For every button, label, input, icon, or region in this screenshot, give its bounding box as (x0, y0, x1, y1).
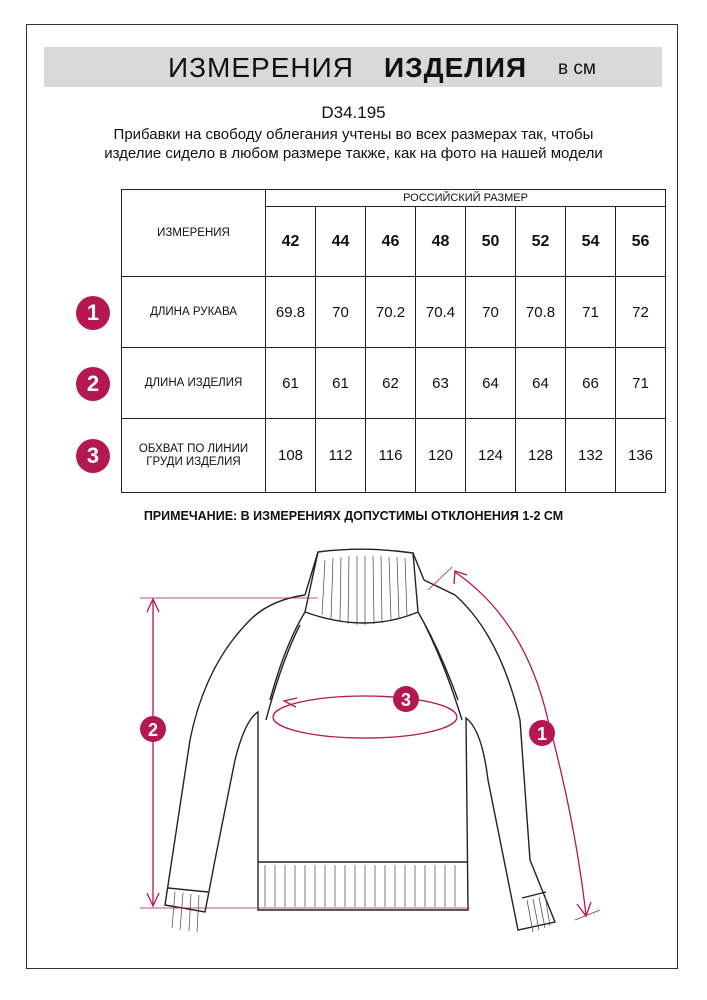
row-label: ДЛИНА РУКАВА (122, 277, 266, 348)
table-cell: 136 (616, 419, 666, 493)
table-cell: 62 (366, 348, 416, 419)
sweater-outline (165, 549, 555, 930)
size-header: 50 (466, 207, 516, 277)
tolerance-remark: ПРИМЕЧАНИЕ: В ИЗМЕРЕНИЯХ ДОПУСТИМЫ ОТКЛОНЕНИЯ 1-2 СМ (143, 509, 564, 523)
table-cell: 71 (566, 277, 616, 348)
table-cell: 116 (366, 419, 416, 493)
table-cell: 70.2 (366, 277, 416, 348)
marker-3-label: 3 (400, 690, 412, 710)
size-header: 48 (416, 207, 466, 277)
title-regular: ИЗМЕРЕНИЯ (168, 52, 354, 83)
size-table (121, 189, 666, 493)
size-header: 56 (616, 207, 666, 277)
table-cell: 71 (616, 348, 666, 419)
table-cell: 61 (316, 348, 366, 419)
marker-2-label: 2 (147, 720, 159, 740)
table-cell: 63 (416, 348, 466, 419)
row-badge-1: 1 (76, 296, 110, 330)
size-header: 52 (516, 207, 566, 277)
title-unit: в см (558, 58, 596, 79)
table-row (122, 277, 666, 348)
row-label: ДЛИНА ИЗДЕЛИЯ (122, 348, 266, 419)
row-badge-2: 2 (76, 367, 110, 401)
table-cell: 69.8 (266, 277, 316, 348)
intro-note: Прибавки на свободу облегания учтены во всех размерах так, чтобы изделие сидело в любом размере также, как на фото на нашей модели (104, 126, 603, 162)
marker-1-label: 1 (536, 724, 548, 744)
row-badge-3: 3 (76, 439, 110, 473)
table-cell: 70.4 (416, 277, 466, 348)
size-header: 46 (366, 207, 416, 277)
table-cell: 70.8 (516, 277, 566, 348)
table-row (122, 348, 666, 419)
table-cell: 66 (566, 348, 616, 419)
table-cell: 108 (266, 419, 316, 493)
table-cell: 64 (466, 348, 516, 419)
title-bold: ИЗДЕЛИЯ (384, 52, 528, 83)
table-row (122, 419, 666, 493)
table-cell: 61 (266, 348, 316, 419)
corner-label: ИЗМЕРЕНИЯ (122, 190, 266, 277)
table-cell: 64 (516, 348, 566, 419)
table-cell: 124 (466, 419, 516, 493)
row-label: ОБХВАТ ПО ЛИНИИ ГРУДИ ИЗДЕЛИЯ (122, 419, 266, 493)
product-code: D34.195 (321, 103, 386, 122)
size-header: 54 (566, 207, 616, 277)
size-header: 42 (266, 207, 316, 277)
table-cell: 72 (616, 277, 666, 348)
sweater-diagram (0, 530, 707, 970)
table-cell: 70 (466, 277, 516, 348)
size-group-label: РОССИЙСКИЙ РАЗМЕР (266, 190, 666, 207)
table-cell: 132 (566, 419, 616, 493)
table-cell: 112 (316, 419, 366, 493)
table-cell: 70 (316, 277, 366, 348)
table-cell: 128 (516, 419, 566, 493)
table-cell: 120 (416, 419, 466, 493)
size-header: 44 (316, 207, 366, 277)
